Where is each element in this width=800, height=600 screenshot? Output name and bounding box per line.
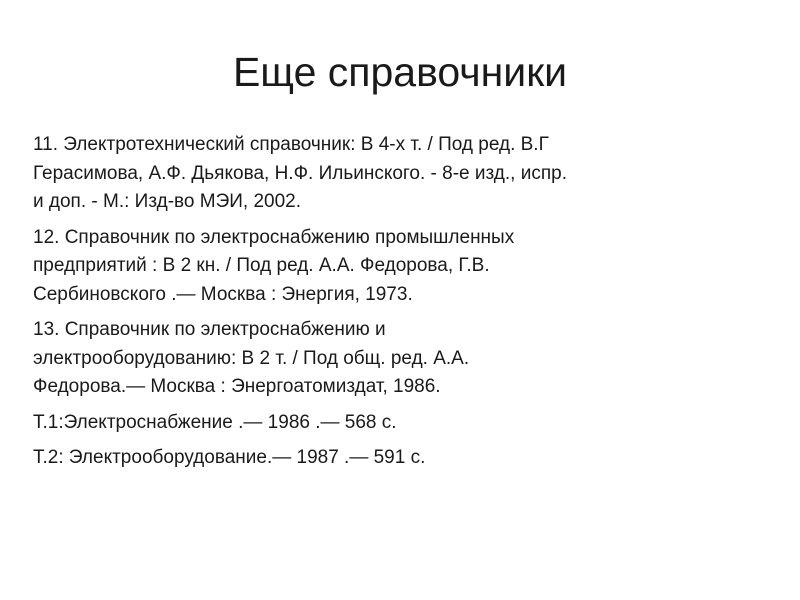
reference-line: Федорова.— Москва : Энергоатомиздат, 1986.	[33, 376, 441, 397]
volume-1-note	[33, 409, 778, 438]
reference-line: 13. Справочник по электроснабжению и	[33, 319, 386, 340]
reference-line: Т.1:Электроснабжение .— 1986 .— 568 с.	[33, 411, 397, 433]
reference-item-13	[33, 316, 778, 402]
reference-list	[33, 131, 778, 480]
reference-line: 12. Справочник по электроснабжению промышленных	[33, 226, 515, 248]
reference-line: и доп. - М.: Изд-во МЭИ, 2002.	[33, 191, 301, 212]
reference-line: Герасимова, А.Ф. Дьякова, Н.Ф. Ильинского. - 8-е изд., испр.	[33, 162, 567, 184]
reference-line: Сербиновского .— Москва : Энергия, 1973.	[33, 283, 413, 305]
slide-title: Еще справочники	[232, 49, 568, 95]
reference-line: 11. Электротехнический справочник: В 4-х т. / Под ред. В.Г	[33, 134, 549, 155]
reference-line: электрооборудованию: В 2 т. / Под общ. ред. А.А.	[33, 347, 470, 369]
reference-item-12	[33, 224, 778, 310]
volume-2-note	[33, 444, 778, 473]
reference-line: Т.2: Электрооборудование.— 1987 .— 591 с.	[33, 447, 426, 468]
reference-item-11	[33, 131, 778, 217]
reference-line: предприятий : В 2 кн. / Под ред. А.А. Федорова, Г.В.	[33, 255, 490, 276]
